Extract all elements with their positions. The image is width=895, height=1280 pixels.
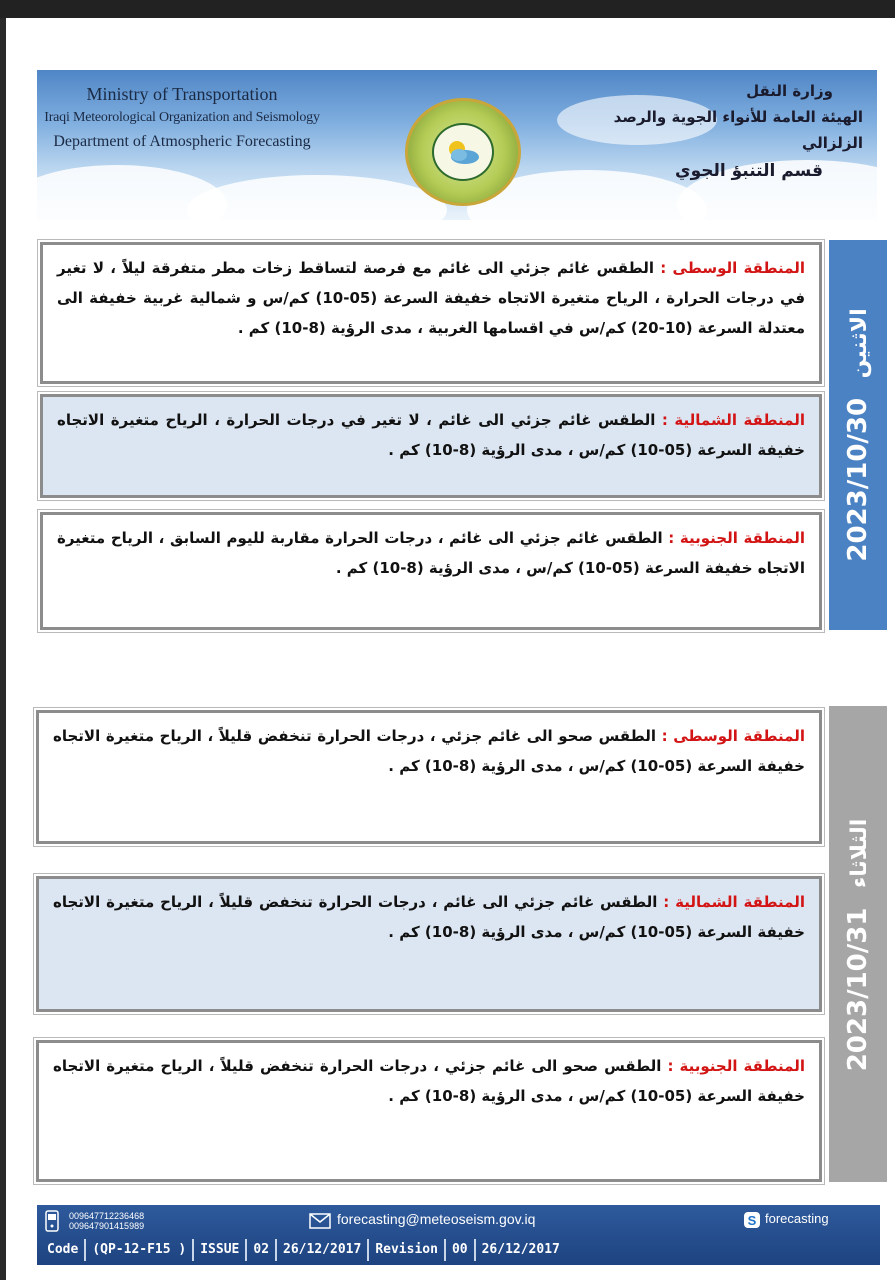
- organization-name-ar: الهيئة العامة للأنواء الجوية والرصد الزلزالي: [613, 108, 863, 152]
- issue-date: 26/12/2017: [277, 1239, 369, 1261]
- revision-label: Revision: [369, 1239, 446, 1261]
- header-banner: [37, 70, 877, 220]
- forecast-day1-south: [40, 512, 822, 630]
- issue-number: 02: [247, 1239, 277, 1261]
- region-label: المنطقة الجنوبية :: [667, 1057, 805, 1075]
- header-english: [37, 82, 327, 154]
- forecast-text: الطقس غائم جزئي الى غائم ، لا تغير في درجات الحرارة ، الرياح متغيرة الاتجاه خفيفة السرعة (05-10) كم/س ، مدى الرؤية (8-10) كم .: [57, 411, 805, 459]
- revision-date: 26/12/2017: [481, 1242, 560, 1257]
- ministry-name-en: Ministry of Transportation: [86, 84, 278, 104]
- forecast-text: الطقس غائم جزئي الى غائم ، درجات الحرارة تنخفض قليلاً ، الرياح متغيرة الاتجاه خفيفة السرعة (05-10) كم/س ، مدى الرؤية (8-10) كم .: [53, 893, 805, 941]
- region-label: المنطقة الشمالية :: [663, 893, 805, 911]
- email-address[interactable]: forecasting@meteoseism.gov.iq: [337, 1211, 536, 1227]
- header-arabic: [563, 78, 863, 186]
- forecast-text: الطقس صحو الى غائم جزئي ، درجات الحرارة تنخفض قليلاً ، الرياح متغيرة الاتجاه خفيفة السرعة (05-10) كم/س ، مدى الرؤية (8-10) كم .: [53, 727, 805, 775]
- department-name-en: Department of Atmospheric Forecasting: [53, 133, 311, 150]
- code-label: Code: [41, 1239, 86, 1261]
- skype-icon: [743, 1211, 761, 1229]
- forecast-day2-south: [36, 1040, 822, 1182]
- region-label: المنطقة الجنوبية :: [668, 529, 806, 547]
- sun-cloud-icon: [432, 123, 494, 181]
- left-edge-bar: [0, 18, 6, 1280]
- forecast-day1-north: [40, 394, 822, 498]
- top-edge-bar: [0, 0, 895, 18]
- phone-number-1: 009647712236468: [69, 1211, 145, 1221]
- svg-text:S: S: [747, 1213, 757, 1228]
- document-code-row: [41, 1239, 876, 1261]
- forecast-day1-central: [40, 242, 822, 384]
- phone-icon: [45, 1210, 59, 1232]
- forecast-day2-central: [36, 710, 822, 844]
- forecast-text: الطقس صحو الى غائم جزئي ، درجات الحرارة تنخفض قليلاً ، الرياح متغيرة الاتجاه خفيفة السرعة (05-10) كم/س ، مدى الرؤية (8-10) كم .: [53, 1057, 805, 1105]
- day-name-1: الاثنين: [847, 308, 872, 379]
- region-label: المنطقة الشمالية :: [661, 411, 805, 429]
- ministry-name-ar: وزارة النقل: [746, 82, 833, 100]
- forecast-text: الطقس غائم جزئي الى غائم ، درجات الحرارة مقاربة لليوم السابق ، الرياح متغيرة الاتجاه خفيفة السرعة (05-10) كم/س ، مدى الرؤية (8-10) كم .: [57, 529, 805, 577]
- department-name-ar: قسم التنبؤ الجوي: [675, 161, 823, 181]
- forecast-text: الطقس غائم جزئي الى غائم مع فرصة لتساقط زخات مطر متفرقة ليلاً ، لا تغير في درجات الحرارة ، الرياح متغيرة الاتجاه خفيفة السرعة (05-10) كم/س و شمالية غربية خفيفة الى معتدلة السرعة (10-20) كم/س في اقسامها الغربية ، مدى الرؤية (8-10) كم .: [57, 259, 806, 337]
- day-date-1: 2023/10/30: [843, 397, 873, 562]
- issue-label: ISSUE: [194, 1239, 247, 1261]
- organization-logo-icon: [405, 98, 521, 206]
- forecast-day2-north: [36, 876, 822, 1012]
- email-icon: [309, 1213, 331, 1229]
- region-label: المنطقة الوسطى :: [660, 259, 805, 277]
- day-name-2: الثلاثاء: [847, 818, 872, 888]
- revision-number: 00: [446, 1239, 476, 1261]
- region-label: المنطقة الوسطى :: [661, 727, 805, 745]
- day-label-1: [843, 235, 873, 635]
- phone-number-2: 009647901415989: [69, 1221, 145, 1231]
- skype-handle: forecasting: [765, 1211, 829, 1226]
- footer-bar: [37, 1205, 880, 1265]
- organization-name-en: Iraqi Meteorological Organization and Seismology: [44, 110, 320, 125]
- phone-numbers: [69, 1211, 144, 1231]
- code-value: (QP-12-F15 ): [86, 1239, 194, 1261]
- day-label-2: [843, 745, 873, 1145]
- day-date-2: 2023/10/31: [843, 907, 873, 1072]
